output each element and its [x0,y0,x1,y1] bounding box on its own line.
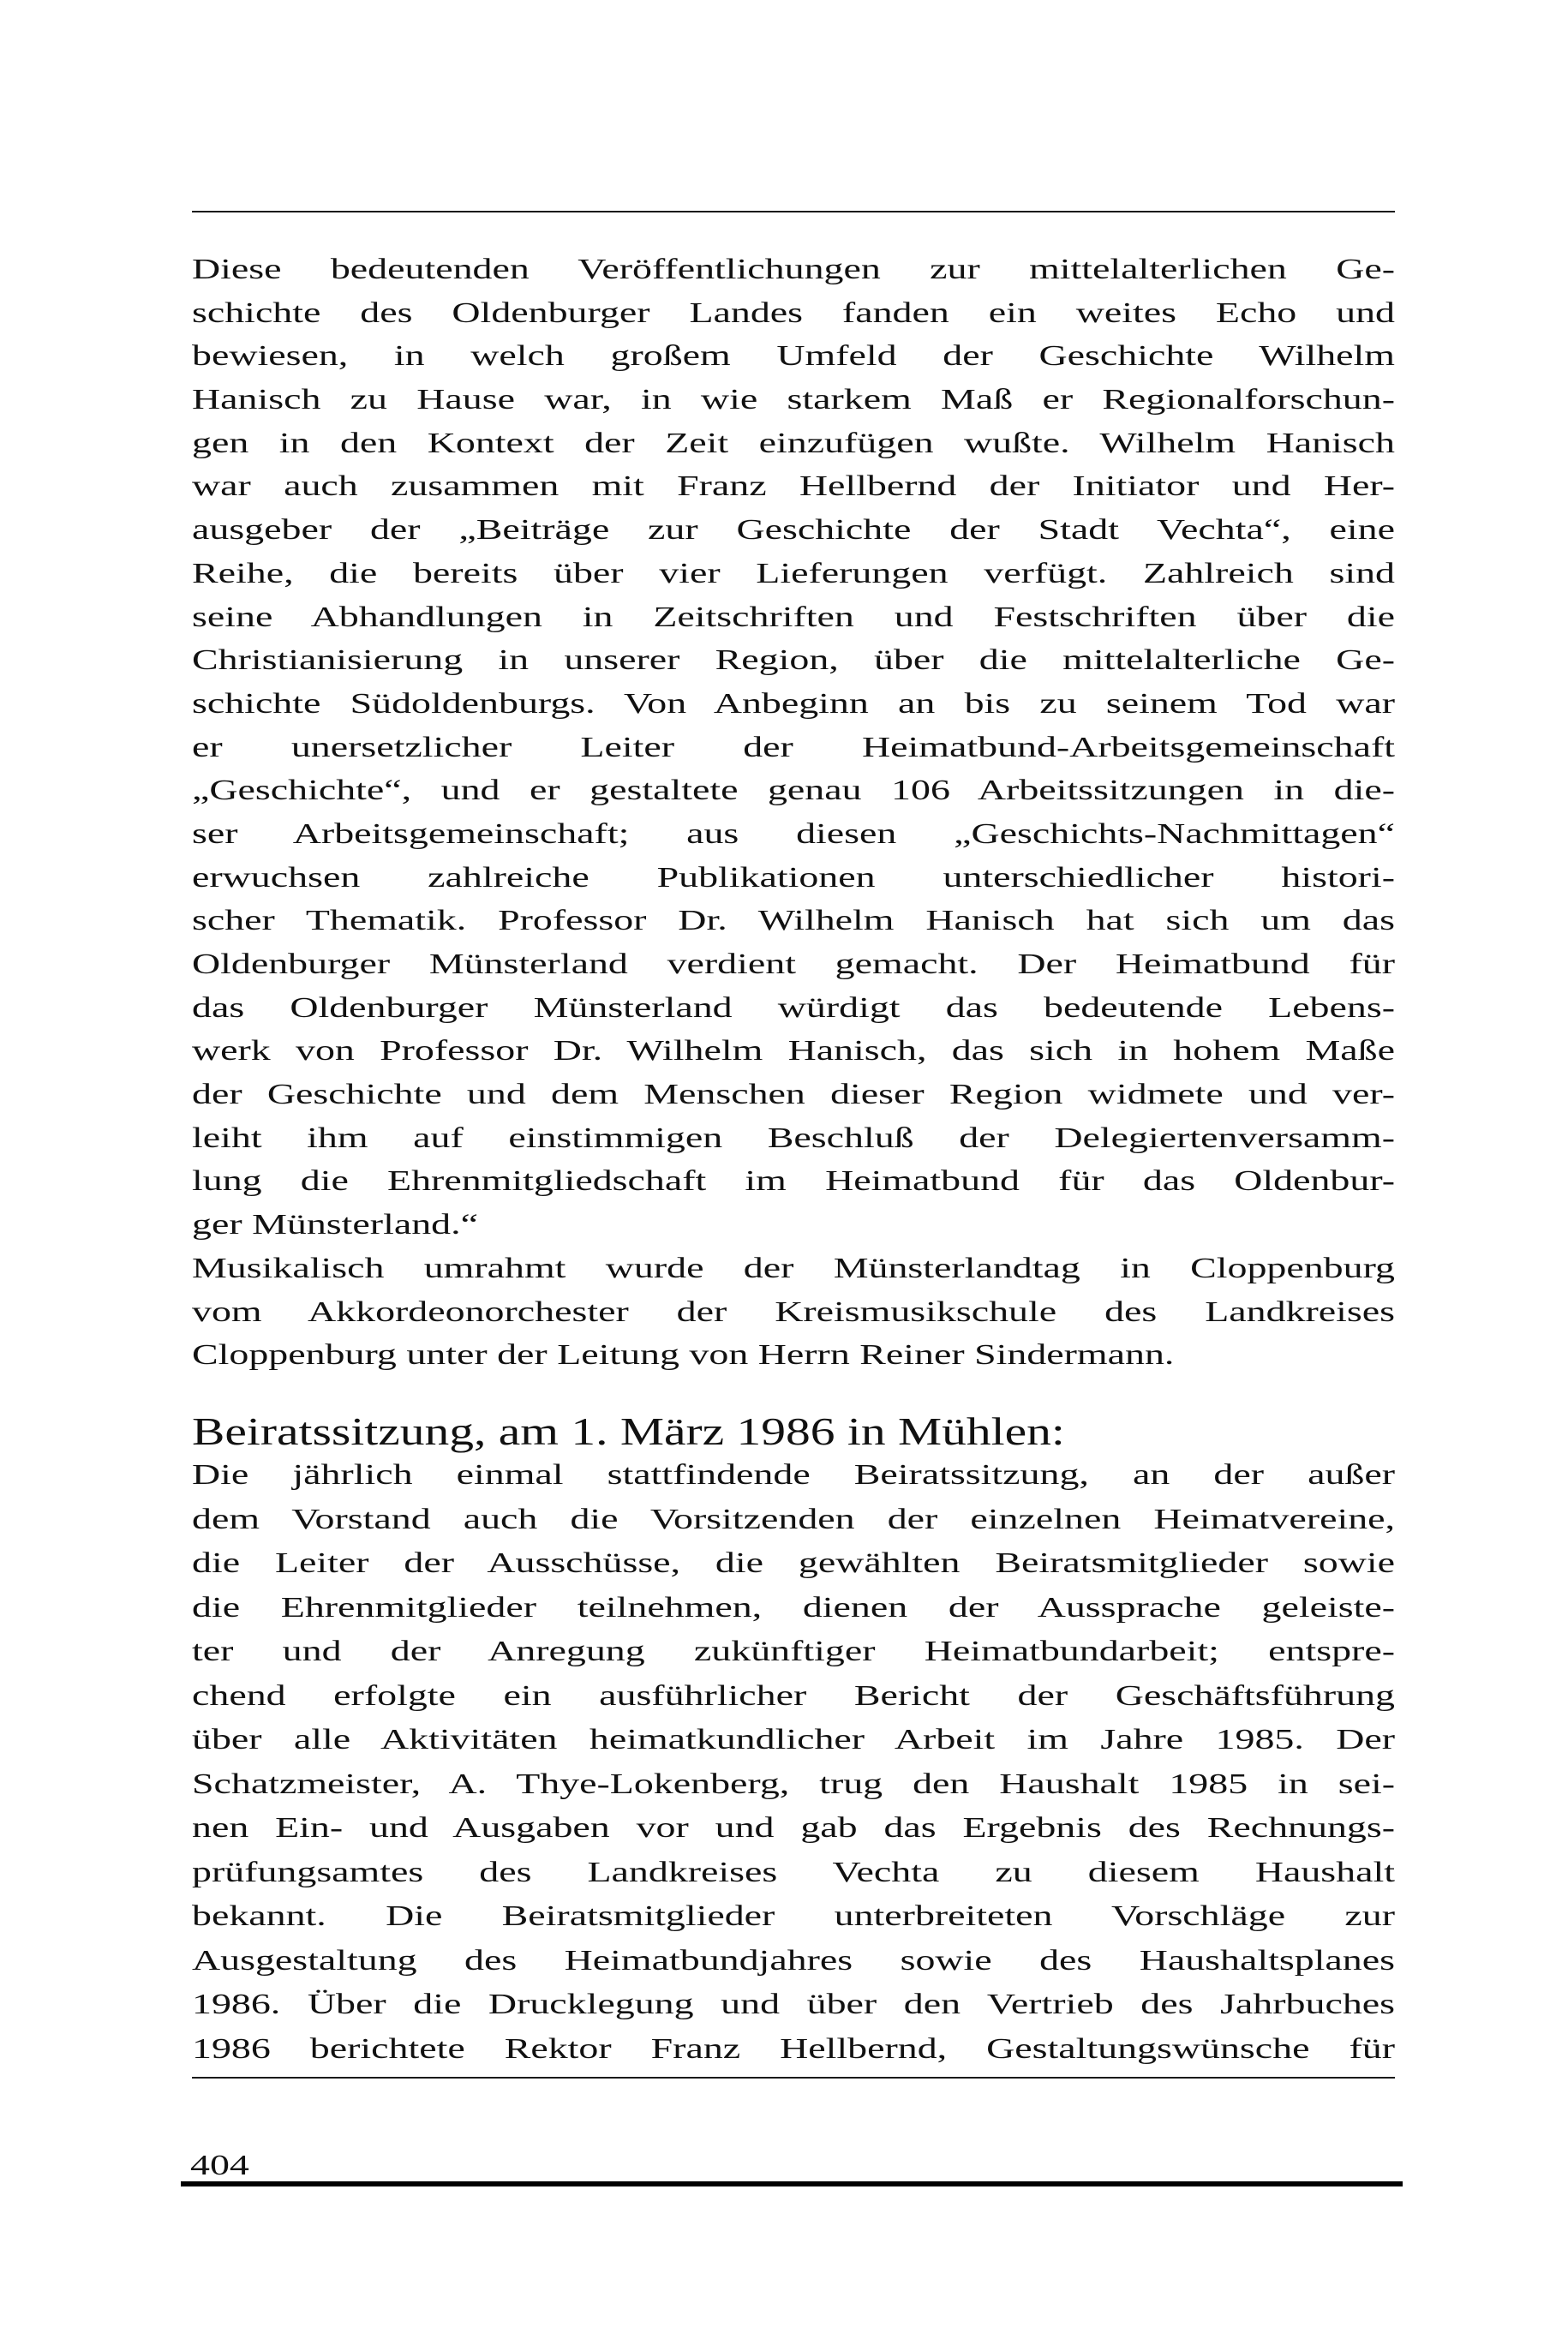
text-line: leiht ihm auf einstimmigen Beschluß der Delegiertenversamm- [192,1122,1395,1154]
text-line: Die jährlich einmal stattfindende Beiratssitzung, an der außer [192,1459,1395,1491]
text-line: werk von Professor Dr. Wilhelm Hanisch, das sich in hohem Maße [192,1035,1395,1068]
text-line: 1986. Über die Drucklegung und über den Vertrieb des Jahrbuches [192,1989,1395,2020]
text-line: vom Akkordeonorchester der Kreismusikschule des Landkreises [192,1295,1395,1328]
text-line: Ausgestaltung des Heimatbundjahres sowie des Haushaltsplanes [192,1944,1395,1977]
text-line: schichte Südoldenburgs. Von Anbeginn an bis zu seinem Tod war [192,687,1395,720]
text-line: Oldenburger Münsterland verdient gemacht. Der Heimatbund für [192,948,1395,980]
bottom-rule [192,2077,1395,2079]
top-rule [192,211,1395,212]
text-line: die Ehrenmitglieder teilnehmen, dienen der Aussprache geleiste- [192,1591,1395,1624]
text-line: Christianisierung in unserer Region, über die mittelalterliche Ge- [192,644,1395,677]
text-line: Schatzmeister, A. Thye-Lokenberg, trug den Haushalt 1985 in sei- [192,1768,1395,1800]
text-line: die Leiter der Ausschüsse, die gewählten Beiratsmitglieder sowie [192,1547,1395,1579]
text-line: Diese bedeutenden Veröffentlichungen zur mittelalterlichen Ge- [192,254,1395,285]
text-line: ser Arbeitsgemeinschaft; aus diesen „Geschichts-Nachmittagen“ [192,817,1395,850]
text-line: gen in den Kontext der Zeit einzufügen wußte. Wilhelm Hanisch [192,427,1395,459]
text-line: ter und der Anregung zukünftiger Heimatbundarbeit; entspre- [192,1636,1395,1667]
text-line: das Oldenburger Münsterland würdigt das bedeutende Lebens- [192,991,1395,1024]
text-line: prüfungsamtes des Landkreises Vechta zu diesem Haushalt [192,1856,1395,1888]
page-number: 404 [190,2150,249,2181]
text-line: chend erfolgte ein ausführlicher Bericht der Geschäftsführung [192,1679,1395,1712]
text-line: über alle Aktivitäten heimatkundlicher Arbeit im Jahre 1985. Der [192,1724,1395,1756]
text-line: Reihe, die bereits über vier Lieferungen verfügt. Zahlreich sind [192,557,1395,589]
section-heading: Beiratssitzung, am 1. März 1986 in Mühlen: [192,1409,1065,1453]
text-line: dem Vorstand auch die Vorsitzenden der einzelnen Heimatvereine, [192,1503,1395,1535]
body-text-section-2 [192,1453,1395,2071]
text-line: schichte des Oldenburger Landes fanden ein weites Echo und [192,296,1395,329]
text-line: erwuchsen zahlreiche Publikationen unterschiedlicher histori- [192,861,1395,894]
text-line: lung die Ehrenmitgliedschaft im Heimatbund für das Oldenbur- [192,1165,1395,1198]
text-line: der Geschichte und dem Menschen dieser Region widmete und ver- [192,1079,1395,1111]
text-line: ger Münsterland.“ [192,1209,478,1241]
footer-thick-rule [181,2181,1403,2186]
text-line: nen Ein- und Ausgaben vor und gab das Ergebnis des Rechnungs- [192,1812,1395,1844]
text-line: Musikalisch umrahmt wurde der Münsterlandtag in Cloppenburg [192,1252,1395,1284]
body-text-section-1 [192,248,1395,1378]
text-line: seine Abhandlungen in Zeitschriften und Festschriften über die [192,601,1395,633]
text-line: bewiesen, in welch großem Umfeld der Geschichte Wilhelm [192,340,1395,373]
text-line: scher Thematik. Professor Dr. Wilhelm Hanisch hat sich um das [192,905,1395,937]
text-line: „Geschichte“, und er gestaltete genau 106 Arbeitssitzungen in die- [192,775,1395,807]
text-line: war auch zusammen mit Franz Hellbernd der Initiator und Her- [192,470,1395,503]
text-line: bekannt. Die Beiratsmitglieder unterbreiteten Vorschläge zur [192,1900,1395,1932]
text-line: ausgeber der „Beiträge zur Geschichte der Stadt Vechta“, eine [192,514,1395,547]
text-line: Hanisch zu Hause war, in wie starkem Maß er Regionalforschun- [192,384,1395,416]
text-line: Cloppenburg unter der Leitung von Herrn Reiner Sindermann. [192,1339,1175,1372]
text-line: 1986 berichtete Rektor Franz Hellbernd, Gestaltungswünsche für [192,2032,1395,2065]
text-line: er unersetzlicher Leiter der Heimatbund-Arbeitsgemeinschaft [192,731,1395,763]
